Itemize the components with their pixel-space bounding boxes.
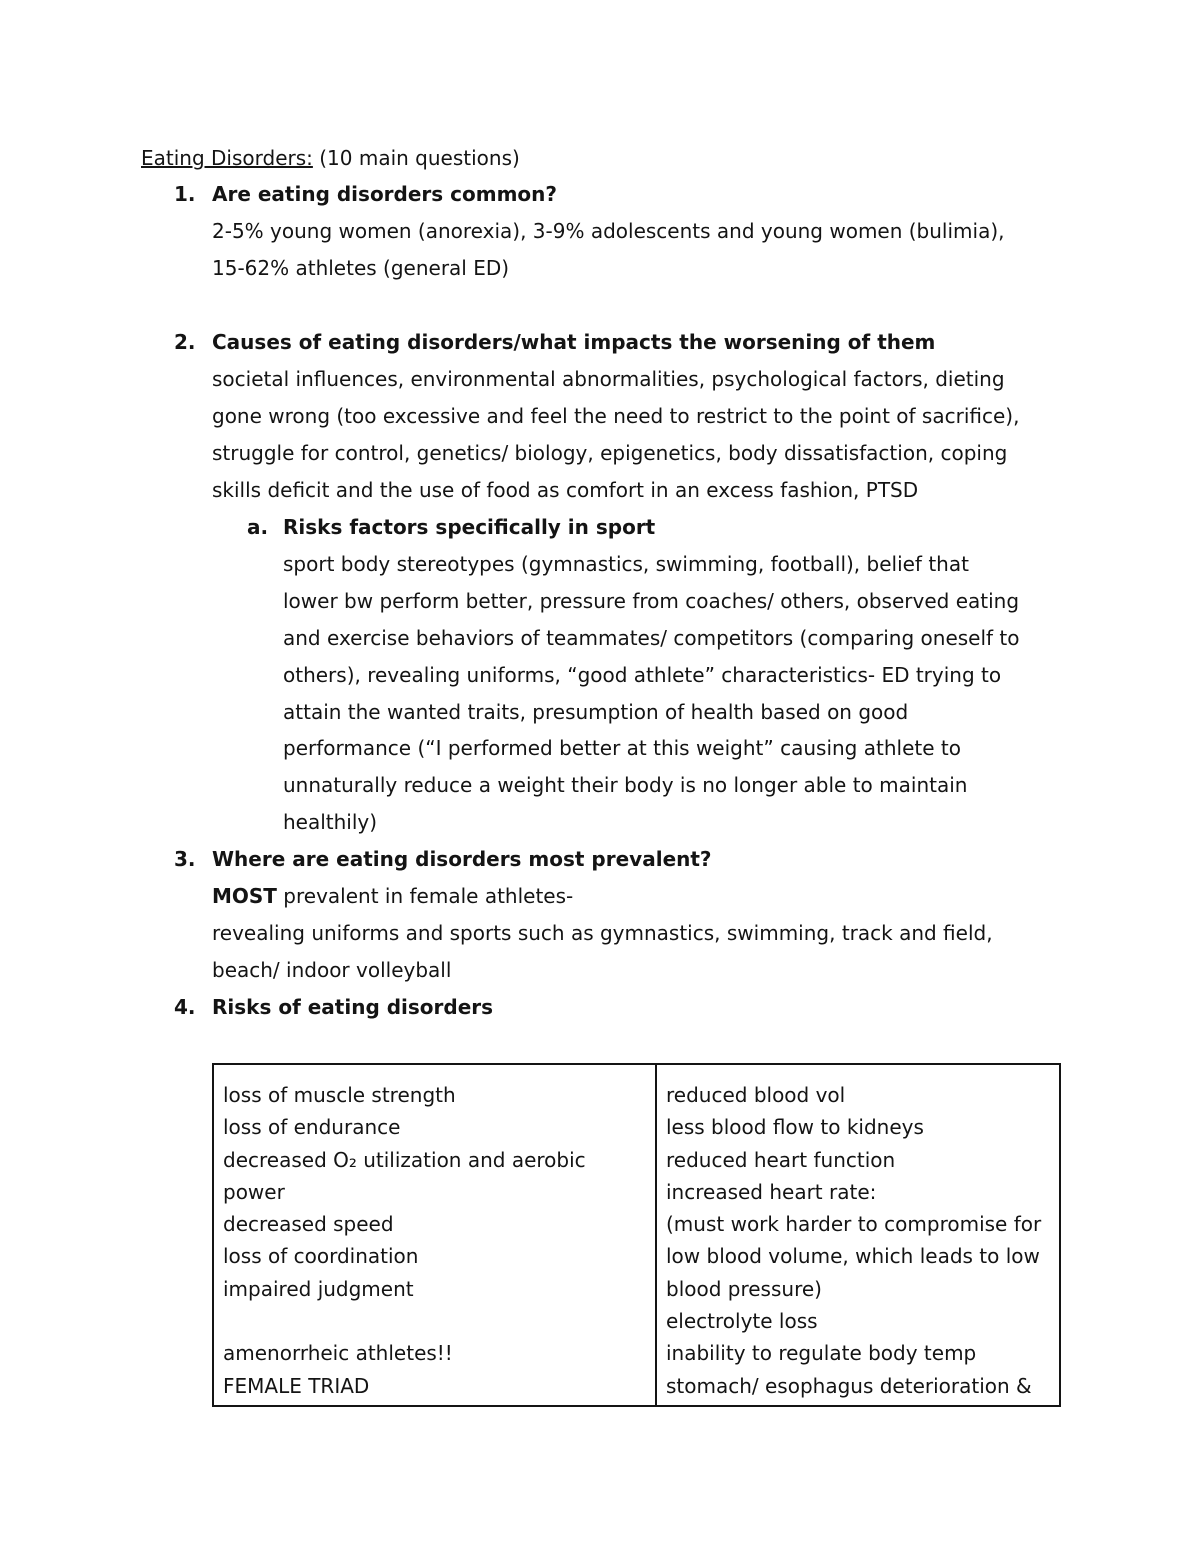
q3-most-bold: MOST (212, 884, 277, 908)
left-cell-blank-line (223, 1305, 647, 1337)
q2a-line: healthily) (283, 810, 378, 834)
left-cell-line: power (223, 1179, 285, 1204)
q4-number: 4. (174, 995, 196, 1019)
q2a-letter: a. (247, 515, 269, 539)
q2-line: societal influences, environmental abnormalities, psychological factors, dieting (212, 367, 1005, 391)
right-cell-line: inability to regulate body temp (666, 1341, 977, 1366)
document-title (141, 144, 520, 172)
left-cell-line: FEMALE TRIAD (223, 1373, 370, 1398)
risks-right-cell (656, 1064, 1060, 1406)
q3-number: 3. (174, 847, 196, 871)
table-row (213, 1064, 1060, 1406)
q2a-heading: Risks factors specifically in sport (283, 515, 656, 539)
right-cell-line: less blood flow to kidneys (666, 1115, 924, 1140)
right-cell-line: blood pressure) (666, 1276, 822, 1301)
left-cell-line: loss of coordination (223, 1244, 419, 1269)
q1-line: 15-62% athletes (general ED) (212, 256, 510, 280)
q2a-line: unnaturally reduce a weight their body is no longer able to maintain (283, 773, 968, 797)
right-cell-line: electrolyte loss (666, 1309, 818, 1334)
q4-heading: Risks of eating disorders (212, 995, 494, 1019)
q3-most-line (212, 882, 573, 910)
right-cell-line: low blood volume, which leads to low (666, 1244, 1040, 1269)
right-cell-line: stomach/ esophagus deterioration & (666, 1373, 1032, 1398)
q1-line: 2-5% young women (anorexia), 3-9% adolescents and young women (bulimia), (212, 219, 1005, 243)
title-underlined: Eating Disorders: (141, 146, 313, 170)
q2-line: gone wrong (too excessive and feel the need to restrict to the point of sacrifice), (212, 404, 1020, 428)
q3-most-rest: prevalent in female athletes- (276, 884, 574, 908)
left-cell-line: loss of muscle strength (223, 1083, 456, 1107)
right-cell-line: reduced heart function (666, 1147, 896, 1172)
q2-heading: Causes of eating disorders/what impacts the worsening of them (212, 330, 936, 354)
q2-number: 2. (174, 330, 196, 354)
q2a-line: others), revealing uniforms, “good athlete” characteristics- ED trying to (283, 663, 1002, 687)
q1-number: 1. (174, 182, 196, 206)
q2-line: skills deficit and the use of food as comfort in an excess fashion, PTSD (212, 478, 919, 502)
q2a-line: attain the wanted traits, presumption of health based on good (283, 700, 909, 724)
q2-line: struggle for control, genetics/ biology, epigenetics, body dissatisfaction, coping (212, 441, 1008, 465)
risks-left-cell (213, 1064, 656, 1406)
q3-line: beach/ indoor volleyball (212, 958, 452, 982)
left-cell-line: loss of endurance (223, 1115, 401, 1140)
q3-heading: Where are eating disorders most prevalent? (212, 847, 712, 871)
left-cell-line: decreased O₂ utilization and aerobic (223, 1147, 586, 1172)
title-rest: (10 main questions) (312, 146, 520, 170)
q1-heading: Are eating disorders common? (212, 182, 558, 206)
q2a-line: performance (“I performed better at this weight” causing athlete to (283, 736, 961, 760)
q2a-line: lower bw perform better, pressure from coaches/ others, observed eating (283, 589, 1020, 613)
q3-line: revealing uniforms and sports such as gymnastics, swimming, track and field, (212, 921, 993, 945)
left-cell-line: impaired judgment (223, 1276, 414, 1301)
left-cell-line: decreased speed (223, 1212, 394, 1237)
right-cell-line: reduced blood vol (666, 1083, 846, 1107)
q2a-line: sport body stereotypes (gymnastics, swimming, football), belief that (283, 552, 969, 576)
q2a-line: and exercise behaviors of teammates/ competitors (comparing oneself to (283, 626, 1020, 650)
right-cell-line: (must work harder to compromise for (666, 1212, 1042, 1237)
risks-table (212, 1063, 1061, 1407)
right-cell-line: increased heart rate: (666, 1179, 877, 1204)
left-cell-line: amenorrheic athletes!! (223, 1341, 453, 1366)
